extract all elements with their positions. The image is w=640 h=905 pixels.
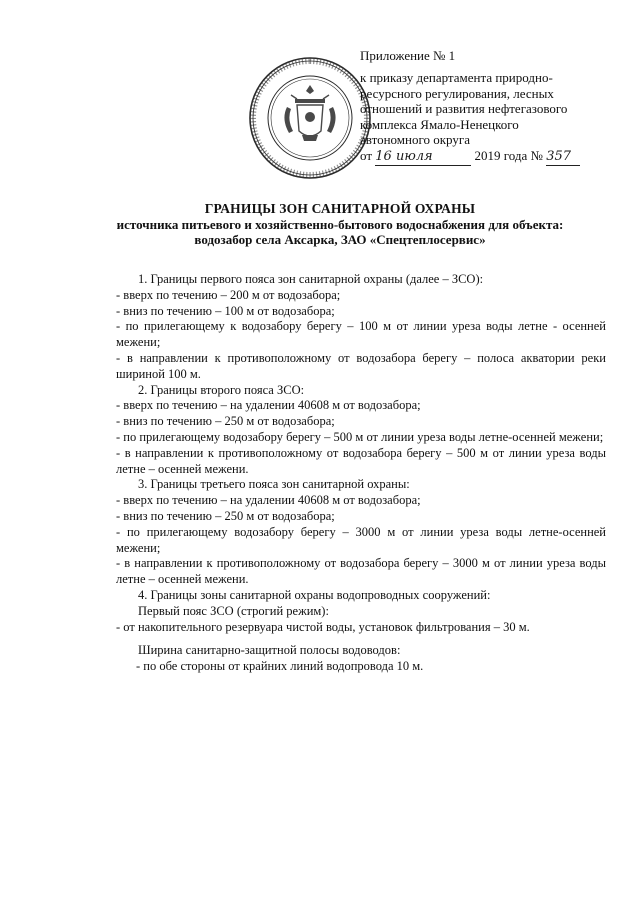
list-item: - в направлении к противоположному от водозабора берегу – полоса акватории реки шириной 100 м.: [116, 350, 606, 381]
list-item: - в направлении к противоположному от водозабора берегу – 500 м от линии уреза воды летне – осенней межени.: [116, 445, 606, 476]
list-item: - вниз по течению – 100 м от водозабора;: [116, 303, 335, 318]
list-item: - вверх по течению – на удалении 40608 м от водозабора;: [116, 493, 421, 508]
title-line-2: источника питьевого и хозяйственно-бытового водоснабжения для объекта:: [116, 216, 564, 232]
date-prefix: от: [360, 147, 373, 163]
handwritten-date: 16 июля: [375, 148, 433, 164]
title-line-1: ГРАНИЦЫ ЗОН САНИТАРНОЙ ОХРАНЫ: [204, 201, 476, 216]
section-2-heading: 2. Границы второго пояса ЗСО:: [138, 382, 305, 397]
list-item: - по обе стороны от крайних линий водопровода 10 м.: [136, 659, 424, 674]
official-seal: [247, 55, 373, 181]
annex-line: к приказу департамента природно-: [360, 70, 553, 85]
list-item: - вниз по течению – 250 м от водозабора;: [116, 414, 335, 429]
annex-line: отношений и развития нефтегазового: [360, 101, 568, 116]
handwritten-number: 357: [546, 148, 572, 164]
list-item: - вверх по течению – 200 м от водозабора;: [116, 287, 341, 302]
annex-line: ресурсного регулирования, лесных: [360, 85, 554, 101]
document-title: [60, 201, 620, 248]
document-body: [116, 272, 606, 675]
list-item: - вверх по течению – на удалении 40608 м от водозабора;: [116, 398, 421, 413]
order-year: 2019 года: [474, 147, 528, 163]
list-item: - по прилегающему водозабору берегу – 500 м от линии уреза воды летне-осенней межени;: [116, 429, 604, 444]
title-line-3: водозабор села Аксарка, ЗАО «Спецтеплосервис»: [194, 232, 486, 247]
order-number-label: №: [530, 147, 543, 163]
section-4-subheading: Первый пояс ЗСО (строгий режим):: [138, 603, 329, 618]
annex-reference: [360, 70, 630, 148]
list-item: - вниз по течению – 250 м от водозабора;: [116, 508, 335, 523]
section-1-heading: 1. Границы первого пояса зон санитарной охраны (далее – ЗСО):: [138, 272, 484, 286]
annex-line: комплекса Ямало-Ненецкого: [360, 116, 519, 132]
list-item: - по прилегающему водозабору берегу – 3000 м от линии уреза воды летне-осенней межени;: [116, 524, 606, 555]
list-item: - от накопительного резервуара чистой воды, установок фильтрования – 30 м.: [116, 619, 530, 634]
section-4-heading: 4. Границы зоны санитарной охраны водопроводных сооружений:: [138, 587, 491, 602]
annex-line: автономного округа: [360, 132, 470, 147]
list-item: - в направлении к противоположному от водозабора берегу – 3000 м от линии уреза воды летне – осенней межени.: [116, 556, 606, 587]
annex-header: [360, 48, 630, 166]
annex-title: Приложение № 1: [360, 48, 456, 63]
section-4-width: Ширина санитарно-защитной полосы водоводов:: [138, 643, 401, 658]
order-date-line: [360, 148, 630, 166]
section-3-heading: 3. Границы третьего пояса зон санитарной охраны:: [138, 477, 410, 492]
list-item: - по прилегающему к водозабору берегу – 100 м от линии уреза воды летне - осенней межени;: [116, 319, 606, 350]
